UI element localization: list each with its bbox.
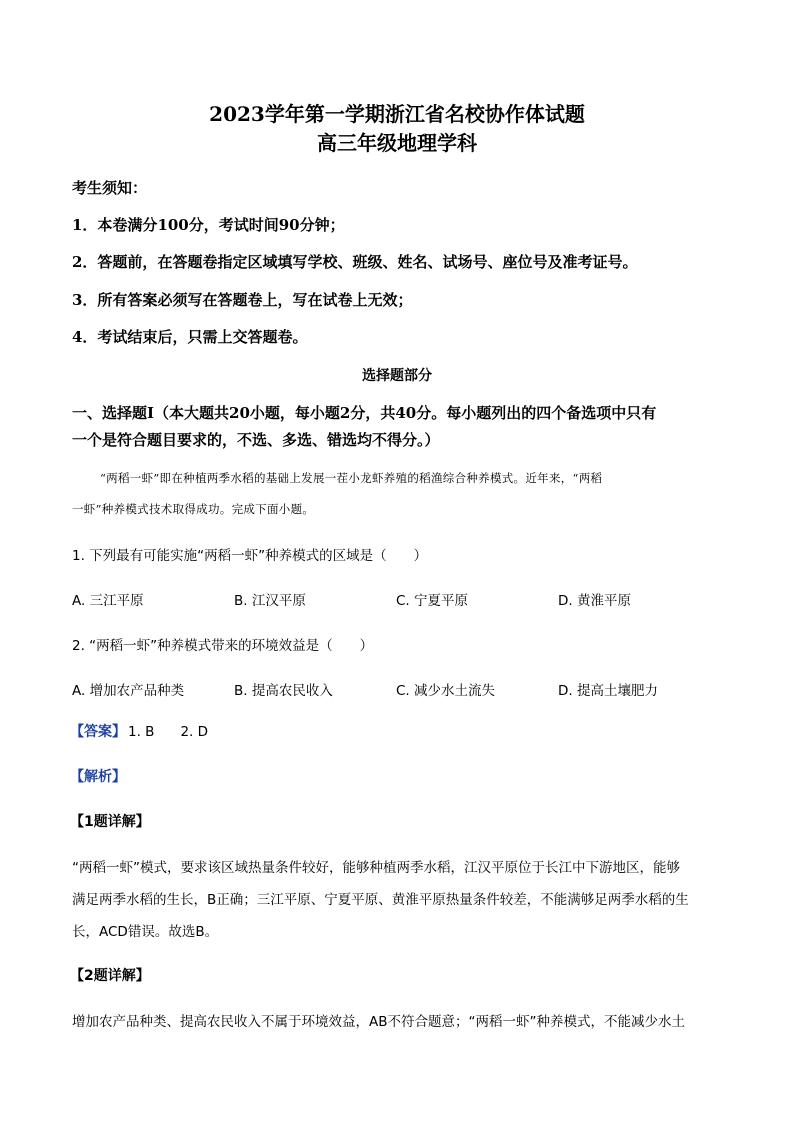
detail-tag: 【1题详解】 xyxy=(70,814,150,830)
option-a: A. 三江平原 xyxy=(72,593,144,609)
detail-tag: 【2题详解】 xyxy=(70,968,150,984)
option-a: A. 增加农产品种类 xyxy=(72,683,185,699)
section-intro: 一、选择题Ⅰ（本大题共20小题，每小题2分，共40分。每小题列出的四个备选项中只有 xyxy=(72,404,657,422)
notice-item: 1．本卷满分100分，考试时间90分钟； xyxy=(72,216,345,234)
question-stem: 2. “两稻一虾”种养模式带来的环境效益是（ ） xyxy=(72,638,374,654)
question-stem: 1. 下列最有可能实施“两稻一虾”种养模式的区域是（ ） xyxy=(72,548,428,564)
passage-text: “两稻一虾”即在种植两季水稻的基础上发展一茬小龙虾养殖的稻渔综合种养模式。近年来，“两稻 xyxy=(100,471,603,485)
analysis-tag: 【解析】 xyxy=(70,769,126,785)
option-d: D. 黄淮平原 xyxy=(558,593,631,609)
notice-item: 2．答题前，在答题卷指定区域填写学校、班级、姓名、试场号、座位号及准考证号。 xyxy=(72,253,638,271)
detail-text: 长，ACD错误。故选B。 xyxy=(72,924,219,940)
option-b: B. 江汉平原 xyxy=(234,593,306,609)
exam-subtitle: 高三年级地理学科 xyxy=(317,131,477,155)
section-heading: 选择题部分 xyxy=(362,368,432,384)
notice-heading: 考生须知： xyxy=(72,179,148,197)
detail-text: “两稻一虾”模式，要求该区域热量条件较好，能够种植两季水稻，江汉平原位于长江中下游地区，能够 xyxy=(72,860,680,876)
exam-title: 2023学年第一学期浙江省名校协作体试题 xyxy=(209,102,585,126)
option-d: D. 提高土壤肥力 xyxy=(558,683,658,699)
section-intro: 一个是符合题目要求的，不选、多选、错选均不得分。） xyxy=(72,431,440,449)
answer-tag: 【答案】 xyxy=(70,724,126,740)
answer-q1: 1. B xyxy=(128,724,155,740)
option-c: C. 宁夏平原 xyxy=(396,593,469,609)
option-c: C. 减少水土流失 xyxy=(396,683,496,699)
notice-item: 3．所有答案必须写在答题卷上，写在试卷上无效； xyxy=(72,291,413,309)
detail-text: 满足两季水稻的生长，B正确；三江平原、宁夏平原、黄淮平原热量条件较差，不能满够足两季水稻的生 xyxy=(72,892,689,908)
passage-text: 一虾”种养模式技术取得成功。完成下面小题。 xyxy=(72,502,315,516)
notice-item: 4．考试结束后，只需上交答题卷。 xyxy=(72,328,308,346)
answer-q2: 2. D xyxy=(180,724,209,740)
detail-text: 增加农产品种类、提高农民收入不属于环境效益，AB不符合题意；“两稻一虾”种养模式，不能减少水土 xyxy=(72,1014,685,1030)
answer-line xyxy=(70,721,720,741)
option-b: B. 提高农民收入 xyxy=(234,683,333,699)
